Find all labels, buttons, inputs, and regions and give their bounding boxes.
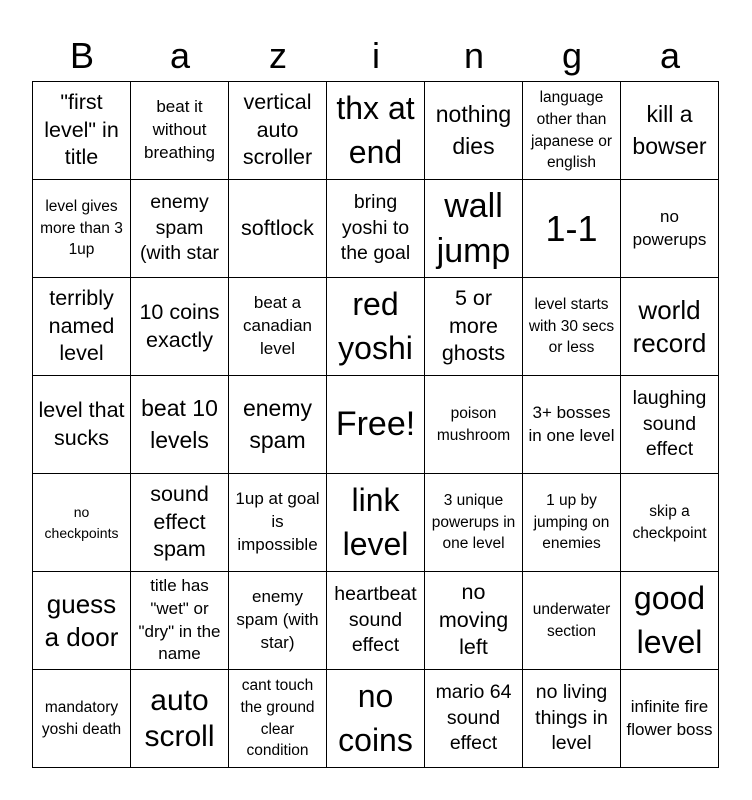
cell-text: nothing dies [435,101,512,159]
cell-text: enemy spam [242,395,313,453]
bingo-cell[interactable] [131,278,229,376]
cell-text: world record [632,295,707,358]
bingo-cell[interactable] [523,670,621,768]
bingo-cell[interactable] [425,376,523,474]
bingo-cell[interactable] [425,474,523,572]
title-letter-a2: a [659,35,681,76]
bingo-cell[interactable] [621,670,719,768]
cell-text: auto scroll [144,683,215,753]
bingo-cell-free[interactable] [327,376,425,474]
cell-text: enemy spam (with star [139,191,220,265]
cell-text: 10 coins exactly [139,299,220,352]
bingo-cell[interactable] [131,180,229,278]
cell-text: wall jump [436,187,511,270]
cell-text: beat 10 levels [141,395,218,453]
bingo-cell[interactable] [523,474,621,572]
cell-text: no coins [338,678,413,758]
title-letter-a: a [169,35,191,76]
cell-text: terribly named level [48,285,115,366]
bingo-cell[interactable] [33,180,131,278]
cell-text: "first level" in title [44,89,119,170]
bingo-cell[interactable] [33,670,131,768]
cell-text: good level [633,580,706,660]
bingo-cell[interactable] [425,670,523,768]
bingo-cell[interactable] [523,180,621,278]
bingo-cell[interactable] [131,82,229,180]
cell-text: no powerups [632,206,707,249]
bingo-cell[interactable] [33,82,131,180]
bingo-cell[interactable] [33,376,131,474]
cell-text: level gives more than 3 1up [40,197,123,259]
bingo-cell[interactable] [621,376,719,474]
cell-text: softlock [241,215,314,240]
bingo-cell[interactable] [229,376,327,474]
cell-text: cant touch the ground clear condition [240,677,315,760]
bingo-title [33,30,719,82]
bingo-cell[interactable] [229,82,327,180]
cell-text: heartbeat sound effect [334,583,417,657]
cell-text: mario 64 sound effect [435,681,512,755]
cell-text: red yoshi [338,286,413,366]
bingo-cell[interactable] [425,180,523,278]
cell-text: poison mushroom [436,404,511,444]
cell-text: no living things in level [535,681,608,755]
bingo-cell[interactable] [131,376,229,474]
cell-text: mandatory yoshi death [41,698,122,738]
bingo-cell[interactable] [131,474,229,572]
cell-text: 3+ bosses in one level [528,402,615,445]
title-letter-i: i [372,35,380,76]
bingo-cell[interactable] [229,278,327,376]
bingo-cell[interactable] [229,474,327,572]
cell-text: beat it without breathing [144,97,215,162]
cell-text: no checkpoints [44,504,119,541]
cell-text: 3 unique powerups in one level [431,491,516,553]
bingo-cell[interactable] [327,670,425,768]
cell-text: vertical auto scroller [242,89,313,170]
title-letter-n: n [463,35,485,76]
free-space-text: Free! [335,405,416,444]
bingo-cell[interactable] [131,572,229,670]
bingo-cell[interactable] [425,572,523,670]
cell-text: kill a bowser [632,101,707,159]
cell-text: level starts with 30 secs or less [528,295,615,357]
cell-text: no moving left [438,579,509,660]
bingo-cell[interactable] [33,278,131,376]
cell-text: level that sucks [38,397,125,450]
bingo-cell[interactable] [523,278,621,376]
bingo-cell[interactable] [229,572,327,670]
bingo-cell[interactable] [327,474,425,572]
bingo-cell[interactable] [621,82,719,180]
bingo-cell[interactable] [327,572,425,670]
cell-text: underwater section [532,600,611,640]
cell-text: guess a door [44,589,119,652]
cell-text: bring yoshi to the goal [340,191,411,265]
cell-text: title has "wet" or "dry" in the name [138,575,221,664]
cell-text: 5 or more ghosts [441,285,506,366]
bingo-cell[interactable] [621,572,719,670]
bingo-cell[interactable] [523,376,621,474]
title-letter-z: z [269,35,287,76]
bingo-cell[interactable] [33,474,131,572]
cell-text: thx at end [336,90,415,170]
cell-text: infinite fire flower boss [626,696,713,739]
title-letter-b: B [69,35,94,76]
cell-text: enemy spam (with star) [236,587,319,652]
bingo-cell[interactable] [131,670,229,768]
bingo-board [32,81,719,768]
cell-text: sound effect spam [150,481,209,562]
bingo-cell[interactable] [327,180,425,278]
cell-text: 1up at goal is impossible [235,489,320,554]
cell-text: 1 up by jumping on enemies [533,491,610,553]
title-letter-g: g [561,35,583,76]
bingo-cell[interactable] [621,180,719,278]
cell-text: beat a canadian level [242,293,312,358]
cell-text: 1-1 [545,207,598,249]
bingo-cell[interactable] [327,278,425,376]
cell-text: link level [342,482,409,562]
cell-text: laughing sound effect [632,387,707,461]
bingo-cell[interactable] [425,278,523,376]
bingo-cell[interactable] [621,278,719,376]
bingo-cell[interactable] [33,572,131,670]
cell-text: language other than japanese or english [530,89,612,172]
bingo-cell[interactable] [229,180,327,278]
bingo-cell[interactable] [229,670,327,768]
cell-text: skip a checkpoint [632,502,707,542]
bingo-cell[interactable] [621,474,719,572]
bingo-cell[interactable] [327,82,425,180]
bingo-cell[interactable] [425,82,523,180]
bingo-cell[interactable] [523,572,621,670]
bingo-cell[interactable] [523,82,621,180]
